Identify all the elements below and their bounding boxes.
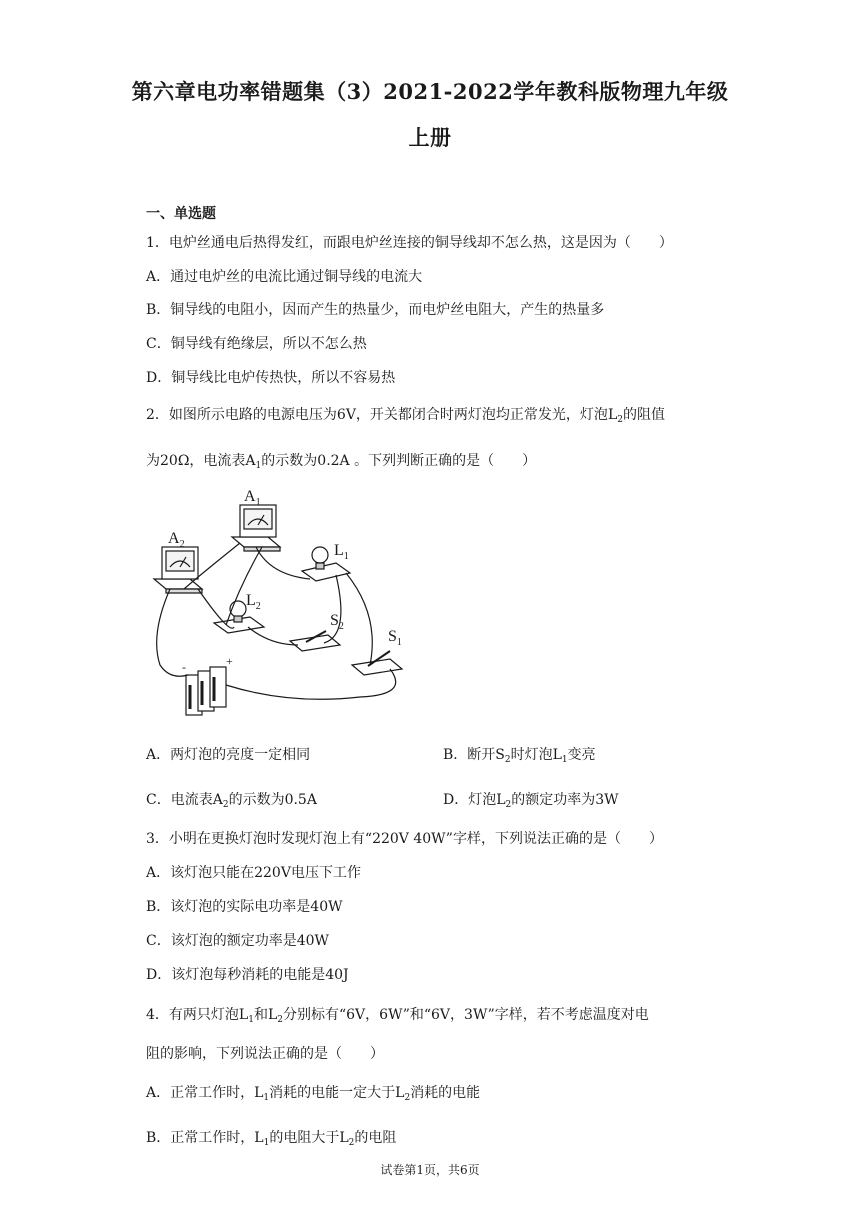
question-1-option-c: C．铜导线有绝缘层，所以不怎么热 [146, 336, 367, 352]
question-2-option-a: A．两灯泡的亮度一定相同 [146, 747, 311, 763]
label-s2: $S_2$ [330, 612, 344, 632]
option-text: C．电流表 [146, 792, 213, 808]
label-a1: $A_1$ [244, 488, 261, 508]
question-2-stem-line1 [146, 404, 665, 425]
question-3-option-a: A．该灯泡只能在220V电压下工作 [146, 865, 361, 881]
symbol-l: L [552, 747, 562, 763]
option-text: B．正常工作时， [146, 1130, 255, 1146]
label-s1: $S_1$ [388, 628, 402, 648]
symbol-l: L [496, 792, 506, 808]
stem-text: 2．如图所示电路的电源电压为6V，开关都闭合时两灯泡均正常发光，灯泡 [146, 407, 608, 423]
symbol-subscript: 1 [263, 1138, 270, 1148]
battery-icon [186, 667, 226, 715]
symbol-l: L [267, 1007, 278, 1023]
stem-text: 和 [253, 1007, 268, 1023]
switch-s2-icon [290, 631, 340, 651]
question-4-option-b [146, 1127, 396, 1148]
option-text: 的示数为0.5A [228, 792, 317, 808]
stem-text: 分别标有“6V，6W”和“6V，3W”字样，若不考虑温度对电 [282, 1007, 649, 1023]
ammeter-a2-icon [154, 547, 202, 593]
symbol-subscript: 2 [505, 800, 512, 810]
question-2-option-c [146, 789, 317, 810]
symbol-subscript: 2 [348, 1138, 355, 1148]
option-text: D．灯泡 [443, 792, 497, 808]
label-l2: $L_2$ [246, 592, 261, 612]
symbol-subscript: 2 [404, 1093, 411, 1103]
symbol-subscript: 1 [255, 461, 262, 471]
symbol-l: L [238, 1007, 249, 1023]
symbol-subscript: 2 [277, 1015, 283, 1025]
question-4-option-a [146, 1082, 480, 1103]
option-text: 消耗的电能 [410, 1085, 481, 1101]
question-4-stem-line1 [146, 1004, 649, 1025]
section-heading: 一、单选题 [146, 206, 216, 222]
stem-text: 4．有两只灯泡 [146, 1007, 239, 1023]
symbol-subscript: 2 [504, 755, 511, 765]
option-text: 消耗的电能一定大于 [269, 1085, 396, 1101]
symbol-subscript: 1 [561, 755, 568, 765]
symbol-l: L [339, 1130, 349, 1146]
question-1-option-d: D．铜导线比电炉传热快，所以不容易热 [146, 370, 396, 386]
option-text: 时灯泡 [510, 747, 553, 763]
symbol-l: L [395, 1085, 405, 1101]
label-plus: + [226, 654, 233, 668]
option-text: B．断开 [443, 747, 496, 763]
question-4-stem-line2: 阻的影响，下列说法正确的是（ ） [146, 1046, 384, 1062]
symbol-subscript: 2 [222, 800, 229, 810]
symbol-l: L [254, 1130, 264, 1146]
page-title: 第六章电功率错题集（3）2021-2022学年教科版物理九年级 [131, 79, 729, 104]
question-3-option-c: C．该灯泡的额定功率是40W [146, 933, 329, 949]
symbol-a: A [212, 792, 223, 808]
symbol-subscript: 1 [248, 1015, 254, 1025]
symbol-l: L [254, 1085, 264, 1101]
question-1-option-b: B．铜导线的电阻小，因而产生的热量少，而电炉丝电阻大，产生的热量多 [146, 302, 605, 318]
question-1-option-a: A．通过电炉丝的电流比通过铜导线的电流大 [146, 269, 423, 285]
symbol-s: S [495, 747, 505, 763]
stem-text: 为20Ω，电流表 [146, 453, 246, 469]
symbol-subscript: 2 [617, 415, 623, 425]
switch-s1-icon [352, 651, 402, 675]
question-2-option-d [443, 789, 619, 810]
option-text: 变亮 [567, 747, 596, 763]
stem-text: 的示数为0.2A 。下列判断正确的是（ ） [261, 453, 537, 469]
label-minus: - [182, 660, 186, 674]
option-text: 的电阻大于 [269, 1130, 340, 1146]
option-text: A．正常工作时， [146, 1085, 255, 1101]
option-text: 的额定功率为3W [511, 792, 619, 808]
label-a2: $A_2$ [168, 530, 185, 550]
question-2-option-b [443, 744, 596, 765]
option-text: 的电阻 [354, 1130, 397, 1146]
label-l1: $L_1$ [334, 542, 349, 562]
page-footer: 试卷第1页，共6页 [380, 1163, 480, 1177]
page-title-line2: 上册 [408, 125, 452, 150]
circuit-figure [140, 485, 420, 725]
question-3-stem: 3．小明在更换灯泡时发现灯泡上有“220V 40W”字样，下列说法正确的是（ ） [146, 831, 663, 847]
stem-text: 的阻值 [622, 407, 665, 423]
question-3-option-d: D．该灯泡每秒消耗的电能是40J [146, 967, 349, 983]
symbol-subscript: 1 [263, 1093, 270, 1103]
question-3-option-b: B．该灯泡的实际电功率是40W [146, 899, 343, 915]
symbol-l: L [607, 407, 618, 423]
symbol-a: A [245, 453, 256, 469]
question-2-stem-line2 [146, 450, 536, 471]
question-1-stem: 1．电炉丝通电后热得发红，而跟电炉丝连接的铜导线却不怎么热，这是因为（ ） [146, 235, 673, 251]
